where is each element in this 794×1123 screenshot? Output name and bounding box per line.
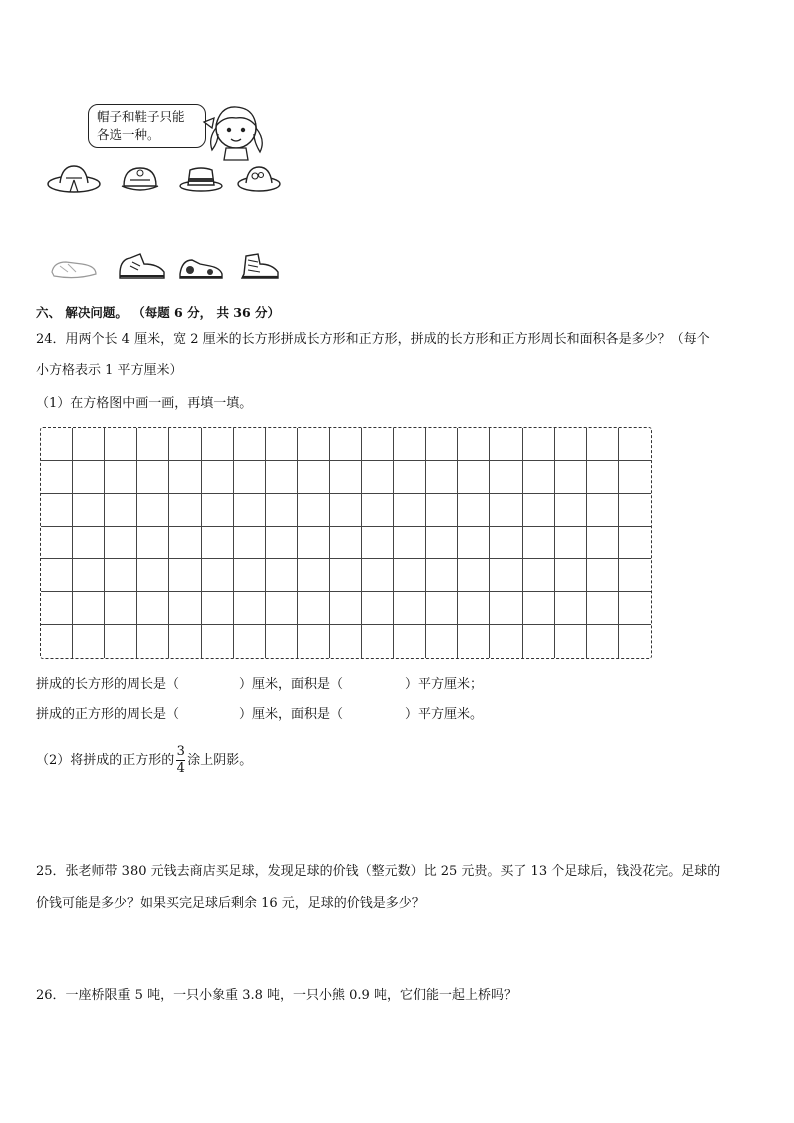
grid-cell[interactable] — [330, 461, 362, 494]
q24-line-1: 24．用两个长 4 厘米，宽 2 厘米的长方形拼成长方形和正方形，拼成的长方形和正方形周长和面积各是多少？（每个 — [36, 332, 710, 347]
grid-cell[interactable] — [362, 559, 394, 592]
grid-cell[interactable] — [137, 527, 169, 560]
flower-hat-icon — [236, 162, 282, 194]
grid-cell[interactable] — [137, 559, 169, 592]
grid-cell[interactable] — [555, 559, 587, 592]
grid-cell[interactable] — [41, 592, 73, 625]
q24-part-2 — [36, 744, 252, 778]
grid-cell[interactable] — [523, 527, 555, 560]
grid-cell[interactable] — [298, 527, 330, 560]
grid-cell[interactable] — [234, 559, 266, 592]
grid-cell[interactable] — [394, 625, 426, 658]
grid-cell[interactable] — [266, 461, 298, 494]
square-unit: ）平方厘米。 — [405, 707, 484, 722]
grid-cell[interactable] — [523, 592, 555, 625]
grid-cell[interactable] — [458, 592, 490, 625]
hat-wide-brim-icon — [46, 162, 102, 196]
grid-cell[interactable] — [73, 559, 105, 592]
grid-cell[interactable] — [619, 494, 651, 527]
q25-line-1: 25．张老师带 380 元钱去商店买足球，发现足球的价钱（整元数）比 25 元贵。买了 13 个足球后，钱没花完。足球的 — [36, 864, 721, 879]
grid-cell[interactable] — [426, 494, 458, 527]
grid-cell[interactable] — [266, 559, 298, 592]
grid-cell[interactable] — [490, 559, 522, 592]
grid-cell[interactable] — [587, 625, 619, 658]
grid-cell[interactable] — [555, 592, 587, 625]
grid-cell[interactable] — [587, 527, 619, 560]
grid-cell[interactable] — [587, 461, 619, 494]
grid-cell[interactable] — [169, 527, 201, 560]
grid-cell[interactable] — [202, 527, 234, 560]
grid-cell[interactable] — [169, 428, 201, 461]
grid-cell[interactable] — [202, 559, 234, 592]
grid-cell[interactable] — [458, 625, 490, 658]
q24-line-2: 小方格表示 1 平方厘米） — [36, 363, 183, 378]
grid-cell[interactable] — [41, 494, 73, 527]
grid-cell[interactable] — [266, 494, 298, 527]
grid-cell[interactable] — [41, 461, 73, 494]
grid-cell[interactable] — [330, 625, 362, 658]
grid-cell[interactable] — [523, 559, 555, 592]
grid-cell[interactable] — [137, 625, 169, 658]
fraction-denominator: 4 — [176, 761, 185, 776]
slipper-icon — [48, 254, 100, 282]
grid-cell[interactable] — [458, 559, 490, 592]
grid-cell[interactable] — [619, 428, 651, 461]
speech-bubble — [88, 104, 206, 148]
grid-cell[interactable] — [523, 428, 555, 461]
grid-cell[interactable] — [169, 559, 201, 592]
q26-line-1: 26．一座桥限重 5 吨，一只小象重 3.8 吨，一只小熊 0.9 吨，它们能一起上桥吗？ — [36, 988, 517, 1003]
grid-cell[interactable] — [555, 527, 587, 560]
grid-cell[interactable] — [202, 428, 234, 461]
grid-cell[interactable] — [298, 625, 330, 658]
grid-cell[interactable] — [555, 625, 587, 658]
grid-cell[interactable] — [362, 592, 394, 625]
grid-cell[interactable] — [426, 625, 458, 658]
fraction-three-quarters — [176, 744, 185, 777]
grid-cell[interactable] — [555, 461, 587, 494]
grid-cell[interactable] — [234, 527, 266, 560]
grid-cell[interactable] — [266, 592, 298, 625]
grid-cell[interactable] — [362, 494, 394, 527]
grid-cell[interactable] — [73, 428, 105, 461]
grid-cell[interactable] — [202, 461, 234, 494]
rect-unit: ）平方厘米； — [405, 677, 484, 692]
grid-cell[interactable] — [587, 592, 619, 625]
grid-cell[interactable] — [266, 527, 298, 560]
grid-cell[interactable] — [490, 494, 522, 527]
grid-cell[interactable] — [298, 461, 330, 494]
q25-line-2: 价钱可能是多少？如果买完足球后剩余 16 元，足球的价钱是多少？ — [36, 896, 425, 911]
grid-cell[interactable] — [426, 527, 458, 560]
grid-cell[interactable] — [523, 494, 555, 527]
grid-cell[interactable] — [73, 527, 105, 560]
grid-cell[interactable] — [394, 592, 426, 625]
q24-part-1: （1）在方格图中画一画，再填一填。 — [36, 396, 253, 411]
grid-cell[interactable] — [458, 527, 490, 560]
grid-cell[interactable] — [555, 428, 587, 461]
grid-cell[interactable] — [298, 592, 330, 625]
grid-cell[interactable] — [105, 592, 137, 625]
sneaker-icon — [176, 250, 226, 282]
grid-cell[interactable] — [523, 625, 555, 658]
grid-cell[interactable] — [234, 461, 266, 494]
rect-perimeter-label: 拼成的长方形的周长是（ — [36, 677, 180, 692]
grid-cell[interactable] — [105, 494, 137, 527]
grid-cell[interactable] — [169, 461, 201, 494]
grid-cell[interactable] — [202, 592, 234, 625]
grid-cell[interactable] — [266, 625, 298, 658]
grid-cell[interactable] — [330, 592, 362, 625]
grid-cell[interactable] — [362, 461, 394, 494]
grid-cell[interactable] — [73, 625, 105, 658]
high-top-sneaker-icon — [236, 248, 282, 282]
grid-cell[interactable] — [619, 625, 651, 658]
grid-cell[interactable] — [490, 527, 522, 560]
square-perimeter-label: 拼成的正方形的周长是（ — [36, 707, 180, 722]
grid-cell[interactable] — [394, 428, 426, 461]
grid-cell[interactable] — [490, 592, 522, 625]
grid-cell[interactable] — [394, 461, 426, 494]
grid-cell[interactable] — [41, 559, 73, 592]
grid-cell[interactable] — [137, 592, 169, 625]
grid-cell[interactable] — [105, 625, 137, 658]
square-area-label: ）厘米，面积是（ — [239, 707, 344, 722]
grid-cell[interactable] — [41, 625, 73, 658]
grid-cell[interactable] — [105, 461, 137, 494]
grid-cell[interactable] — [426, 559, 458, 592]
grid-cell[interactable] — [555, 494, 587, 527]
grid-cell[interactable] — [169, 494, 201, 527]
part2-text-a: （2）将拼成的正方形的 — [36, 753, 175, 768]
cap-icon — [118, 162, 162, 196]
grid-cell[interactable] — [394, 494, 426, 527]
grid-cell[interactable] — [266, 428, 298, 461]
square-grid[interactable] — [40, 427, 652, 659]
square-answer-line — [36, 706, 483, 724]
grid-cell[interactable] — [426, 592, 458, 625]
rect-answer-line — [36, 676, 483, 694]
grid-cell[interactable] — [298, 559, 330, 592]
grid-cell[interactable] — [330, 559, 362, 592]
grid-cell[interactable] — [458, 428, 490, 461]
grid-cell[interactable] — [490, 428, 522, 461]
grid-cell[interactable] — [619, 527, 651, 560]
grid-cell[interactable] — [426, 461, 458, 494]
grid-cell[interactable] — [105, 428, 137, 461]
grid-cell[interactable] — [41, 428, 73, 461]
grid-cell[interactable] — [137, 494, 169, 527]
grid-cell[interactable] — [362, 625, 394, 658]
grid-cell[interactable] — [619, 592, 651, 625]
grid-cell[interactable] — [362, 428, 394, 461]
leather-shoe-icon — [116, 248, 168, 282]
grid-cell[interactable] — [490, 625, 522, 658]
grid-cell[interactable] — [330, 428, 362, 461]
grid-cell[interactable] — [202, 625, 234, 658]
grid-cell[interactable] — [73, 592, 105, 625]
part2-text-b: 涂上阴影。 — [187, 753, 253, 768]
grid-cell[interactable] — [137, 461, 169, 494]
grid-cell[interactable] — [105, 527, 137, 560]
grid-cell[interactable] — [73, 494, 105, 527]
grid-cell[interactable] — [394, 527, 426, 560]
grid-cell[interactable] — [202, 494, 234, 527]
grid-cell[interactable] — [523, 461, 555, 494]
grid-cell[interactable] — [234, 494, 266, 527]
grid-cell[interactable] — [330, 527, 362, 560]
speech-line-1: 帽子和鞋子只能 — [97, 109, 185, 124]
grid-cell[interactable] — [362, 527, 394, 560]
fraction-numerator: 3 — [176, 744, 185, 759]
grid-cell[interactable] — [234, 428, 266, 461]
grid-cell[interactable] — [587, 428, 619, 461]
grid-cell[interactable] — [330, 494, 362, 527]
grid-cell[interactable] — [105, 559, 137, 592]
grid-cell[interactable] — [458, 494, 490, 527]
grid-cell[interactable] — [169, 592, 201, 625]
grid-cell[interactable] — [234, 625, 266, 658]
grid-cell[interactable] — [587, 559, 619, 592]
grid-cell[interactable] — [490, 461, 522, 494]
girl-icon — [200, 98, 280, 168]
grid-cell[interactable] — [394, 559, 426, 592]
grid-cell[interactable] — [458, 461, 490, 494]
rect-area-label: ）厘米，面积是（ — [239, 677, 344, 692]
section-heading: 六、 解决问题。 （每题 6 分， 共 36 分） — [36, 305, 281, 320]
grid-cell[interactable] — [298, 494, 330, 527]
grid-cell[interactable] — [169, 625, 201, 658]
grid-cell[interactable] — [41, 527, 73, 560]
grid-cell[interactable] — [137, 428, 169, 461]
grid-cell[interactable] — [619, 461, 651, 494]
fedora-icon — [178, 164, 224, 194]
grid-cell[interactable] — [234, 592, 266, 625]
grid-cell[interactable] — [619, 559, 651, 592]
grid-cell[interactable] — [587, 494, 619, 527]
grid-cell[interactable] — [298, 428, 330, 461]
grid-cell[interactable] — [426, 428, 458, 461]
grid-cell[interactable] — [73, 461, 105, 494]
speech-line-2: 各选一种。 — [97, 127, 160, 142]
